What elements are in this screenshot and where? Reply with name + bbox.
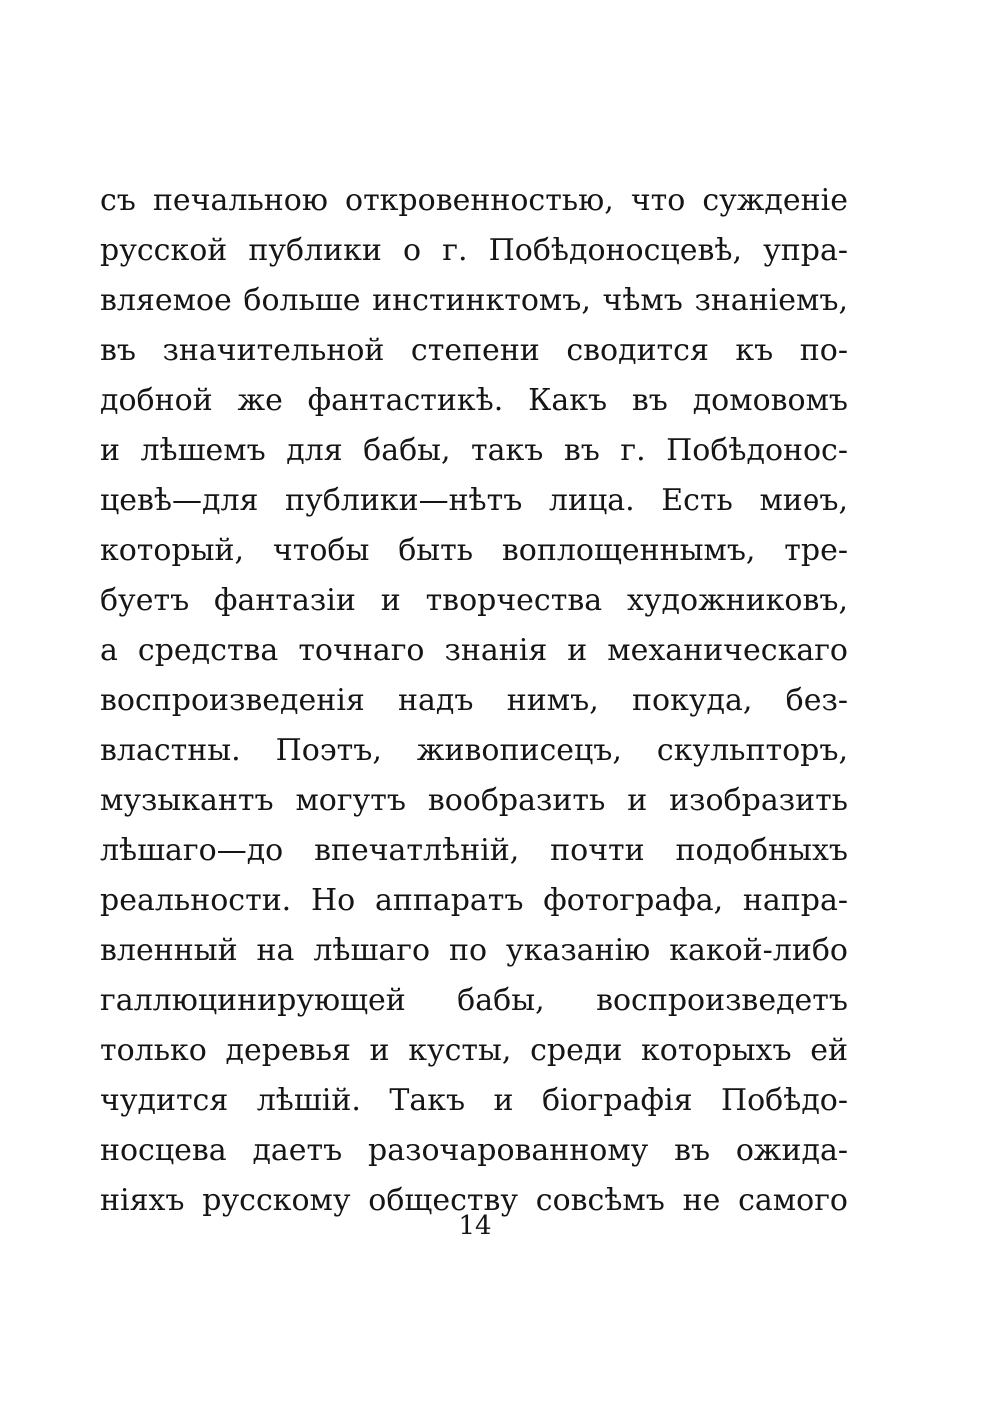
text-line: вляемое больше инстинктомъ, чѣмъ знаніемъ, (100, 283, 848, 318)
text-line: добной же фантастикѣ. Какъ въ домовомъ (100, 383, 848, 418)
text-line: цевѣ—для публики—нѣтъ лица. Есть миѳъ, (100, 483, 848, 518)
text-line: властны. Поэтъ, живописецъ, скульпторъ, (100, 733, 848, 768)
text-line: въ значительной степени сводится къ по- (100, 333, 848, 368)
text-line: реальности. Но аппаратъ фотографа, напра- (100, 883, 848, 918)
page-number: 14 (458, 1211, 492, 1241)
text-line: воспроизведенія надъ нимъ, покуда, без- (100, 683, 848, 718)
text-line: ніяхъ русскому обществу совсѣмъ не самого (100, 1183, 848, 1218)
text-line: русской публики о г. Побѣдоносцевѣ, упра- (100, 233, 848, 268)
text-line: носцева даетъ разочарованному въ ожида- (100, 1133, 848, 1168)
text-line: буетъ фантазіи и творчества художниковъ, (100, 583, 848, 618)
body-text (100, 176, 848, 1226)
text-line: который, чтобы быть воплощеннымъ, тре- (100, 533, 848, 568)
text-line: вленный на лѣшаго по указанію какой-либо (100, 933, 848, 968)
text-line: а средства точнаго знанія и механическаго (100, 633, 848, 668)
text-line: галлюцинирующей бабы, воспроизведетъ (100, 983, 848, 1018)
text-line: съ печальною откровенностью, что сужденіе (100, 183, 848, 218)
text-line: только деревья и кусты, среди которыхъ ей (100, 1033, 848, 1068)
text-line: лѣшаго—до впечатлѣній, почти подобныхъ (100, 833, 848, 868)
text-line: и лѣшемъ для бабы, такъ въ г. Побѣдонос- (100, 433, 848, 468)
text-line: чудится лѣшій. Такъ и біографія Побѣдо- (100, 1083, 848, 1118)
text-line: музыкантъ могутъ вообразить и изобразить (100, 783, 848, 818)
